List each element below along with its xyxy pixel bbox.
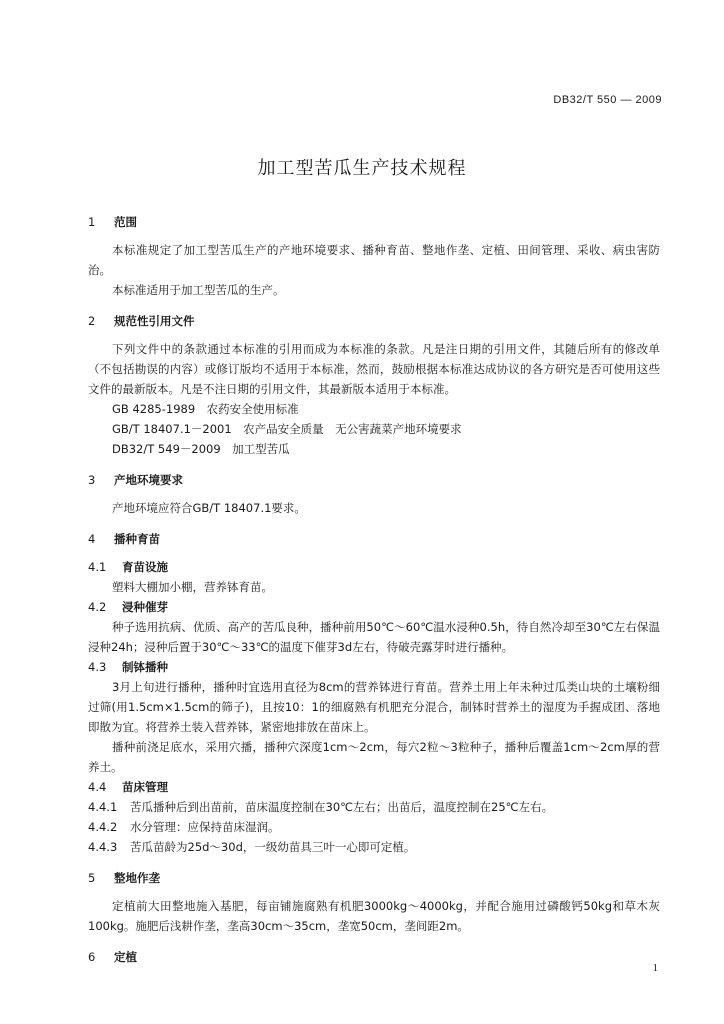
paragraph: 产地环境应符合GB/T 18407.1要求。	[112, 501, 306, 515]
section-heading-5: 5 整地作垄	[88, 871, 160, 885]
section-heading-2: 2 规范性引用文件	[88, 314, 195, 328]
reference-item: GB 4285-1989 农药安全使用标准	[112, 402, 299, 416]
reference-item: GB/T 18407.1－2001 农产品安全质量 无公害蔬菜产地环境要求	[112, 422, 462, 436]
subsection-heading-4-1: 4.1 育苗设施	[88, 560, 168, 574]
reference-item: DB32/T 549－2009 加工型苦瓜	[112, 442, 290, 456]
paragraph: 塑料大棚加小棚，营养钵育苗。	[112, 580, 273, 594]
paragraph: 本标准规定了加工型苦瓜生产的产地环境要求、播种育苗、整地作垄、定植、田间管理、采收、病虫害防治。	[88, 243, 660, 277]
subsection-heading-4-2: 4.2 浸种催芽	[88, 600, 168, 614]
document-body	[88, 212, 660, 967]
clause-item: 4.4.1 苦瓜播种后到出苗前，苗床温度控制在30℃左右；出苗后，温度控制在25℃左右。	[88, 800, 554, 814]
section-heading-3: 3 产地环境要求	[88, 473, 183, 487]
section-heading-6: 6 定植	[88, 950, 137, 964]
paragraph: 定植前大田整地施入基肥，每亩铺施腐熟有机肥3000kg～4000kg，并配合施用过磷酸钙50kg和草木灰100kg。施肥后浅耕作垄，垄高30cm～35cm，垄宽50cm，垄间距2m。	[88, 899, 660, 933]
section-heading-1: 1 范围	[88, 215, 137, 229]
section-heading-4: 4 播种育苗	[88, 532, 160, 546]
paragraph: 3月上旬进行播种，播种时宜选用直径为8cm的营养钵进行育苗。营养土用上年未种过瓜类山块的土壤粉细过筛(用1.5cm×1.5cm的筛子)，且按10：1的细腐熟有机肥充分混合，制钵时营养土的湿度为手握成团、落地即散为宜。将营养土装入营养钵，紧密地排放在苗床上。	[88, 680, 660, 734]
paragraph: 种子选用抗病、优质、高产的苦瓜良种，播种前用50℃～60℃温水浸种0.5h，待自然冷却至30℃左右保温浸种24h；浸种后置于30℃～33℃的温度下催芽3d左右，待破壳露芽时进行播种。	[88, 620, 660, 654]
clause-item: 4.4.2 水分管理：应保持苗床湿润。	[88, 820, 280, 834]
paragraph: 播种前浇足底水，采用穴播，播种穴深度1cm～2cm，每穴2粒～3粒种子，播种后覆盖1cm～2cm厚的营养土。	[88, 740, 660, 774]
clause-item: 4.4.3 苦瓜苗龄为25d～30d，一级幼苗具三叶一心即可定植。	[88, 840, 416, 854]
paragraph: 下列文件中的条款通过本标准的引用而成为本标准的条款。凡是注日期的引用文件，其随后所有的修改单（不包括勘误的内容）或修订版均不适用于本标准，然而，鼓励根据本标准达成协议的各方研究是否可使用这些文件的最新版本。凡是不注日期的引用文件，其最新版本适用于本标准。	[88, 342, 660, 396]
standard-number: DB32/T 550 — 2009	[553, 94, 662, 106]
page-number: 1	[652, 962, 658, 974]
document-title: 加工型苦瓜生产技术规程	[257, 158, 467, 179]
subsection-heading-4-4: 4.4 苗床管理	[88, 780, 168, 794]
subsection-heading-4-3: 4.3 制钵播种	[88, 660, 168, 674]
paragraph: 本标准适用于加工型苦瓜的生产。	[112, 283, 285, 297]
